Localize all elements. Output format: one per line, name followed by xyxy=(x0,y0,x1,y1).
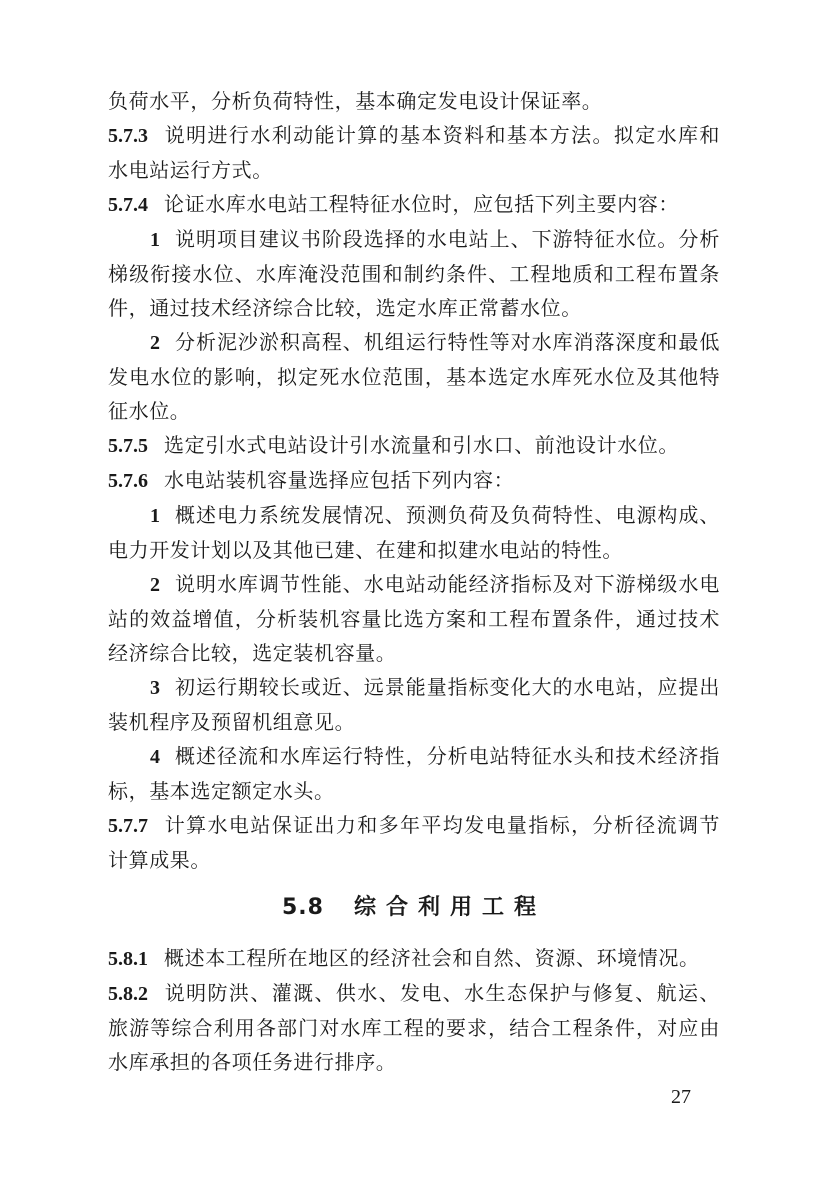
clause-paragraph xyxy=(108,187,720,222)
paragraph-text: 初运行期较长或近、远景能量指标变化大的水电站，应提出装机程序及预留机组意见。 xyxy=(108,675,720,734)
clause-number: 5.7.7 xyxy=(108,815,148,837)
paragraph xyxy=(108,84,720,118)
list-item xyxy=(108,670,720,739)
clause-number: 5.7.6 xyxy=(108,470,148,492)
paragraph-text: 说明防洪、灌溉、供水、发电、水生态保护与修复、航运、旅游等综合利用各部门对水库工程的要求，结合工程条件，对应由水库承担的各项任务进行排序。 xyxy=(108,981,720,1074)
item-number: 1 xyxy=(150,505,161,527)
clause-number: 5.7.5 xyxy=(108,435,148,457)
paragraph-text: 说明进行水利动能计算的基本资料和基本方法。拟定水库和水电站运行方式。 xyxy=(108,123,720,182)
page-number: 27 xyxy=(671,1086,691,1108)
list-item xyxy=(108,222,720,325)
paragraphs-after xyxy=(108,941,720,1079)
clause-number: 5.7.3 xyxy=(108,125,148,147)
clause-paragraph xyxy=(108,463,720,498)
paragraph-text: 计算水电站保证出力和多年平均发电量指标，分析径流调节计算成果。 xyxy=(108,813,720,872)
document-body xyxy=(108,84,720,1079)
clause-number: 5.8.2 xyxy=(108,983,148,1005)
section-title: 综合利用工程 xyxy=(353,895,546,920)
list-item xyxy=(108,739,720,808)
clause-paragraph xyxy=(108,808,720,877)
clause-paragraph xyxy=(108,428,720,463)
clause-number: 5.7.4 xyxy=(108,194,148,216)
item-number: 1 xyxy=(150,229,161,251)
paragraph-text: 选定引水式电站设计引水流量和引水口、前池设计水位。 xyxy=(164,433,679,457)
paragraph-text: 负荷水平，分析负荷特性，基本确定发电设计保证率。 xyxy=(108,89,603,113)
clause-paragraph xyxy=(108,118,720,187)
paragraph-text: 概述径流和水库运行特性，分析电站特征水头和技术经济指标，基本选定额定水头。 xyxy=(108,744,720,803)
item-number: 2 xyxy=(150,574,161,596)
section-heading xyxy=(108,891,720,925)
paragraphs-before xyxy=(108,84,720,877)
list-item xyxy=(108,567,720,670)
item-number: 4 xyxy=(150,746,161,768)
paragraph-text: 分析泥沙淤积高程、机组运行特性等对水库消落深度和最低发电水位的影响，拟定死水位范围，基本选定水库死水位及其他特征水位。 xyxy=(108,330,720,423)
item-number: 2 xyxy=(150,332,161,354)
paragraph-text: 论证水库水电站工程特征水位时，应包括下列主要内容： xyxy=(164,192,679,216)
paragraph-text: 说明水库调节性能、水电站动能经济指标及对下游梯级水电站的效益增值，分析装机容量比选方案和工程布置条件，通过技术经济综合比较，选定装机容量。 xyxy=(108,572,720,665)
paragraph-text: 概述本工程所在地区的经济社会和自然、资源、环境情况。 xyxy=(164,946,700,970)
section-number: 5.8 xyxy=(282,895,324,920)
paragraph-text: 说明项目建议书阶段选择的水电站上、下游特征水位。分析梯级衔接水位、水库淹没范围和制约条件、工程地质和工程布置条件，通过技术经济综合比较，选定水库正常蓄水位。 xyxy=(108,227,720,320)
paragraph-text: 水电站装机容量选择应包括下列内容： xyxy=(164,468,515,492)
clause-paragraph xyxy=(108,976,720,1079)
clause-paragraph xyxy=(108,941,720,976)
item-number: 3 xyxy=(150,677,161,699)
list-item xyxy=(108,325,720,428)
list-item xyxy=(108,498,720,567)
paragraph-text: 概述电力系统发展情况、预测负荷及负荷特性、电源构成、电力开发计划以及其他已建、在建和拟建水电站的特性。 xyxy=(108,503,720,562)
clause-number: 5.8.1 xyxy=(108,948,148,970)
